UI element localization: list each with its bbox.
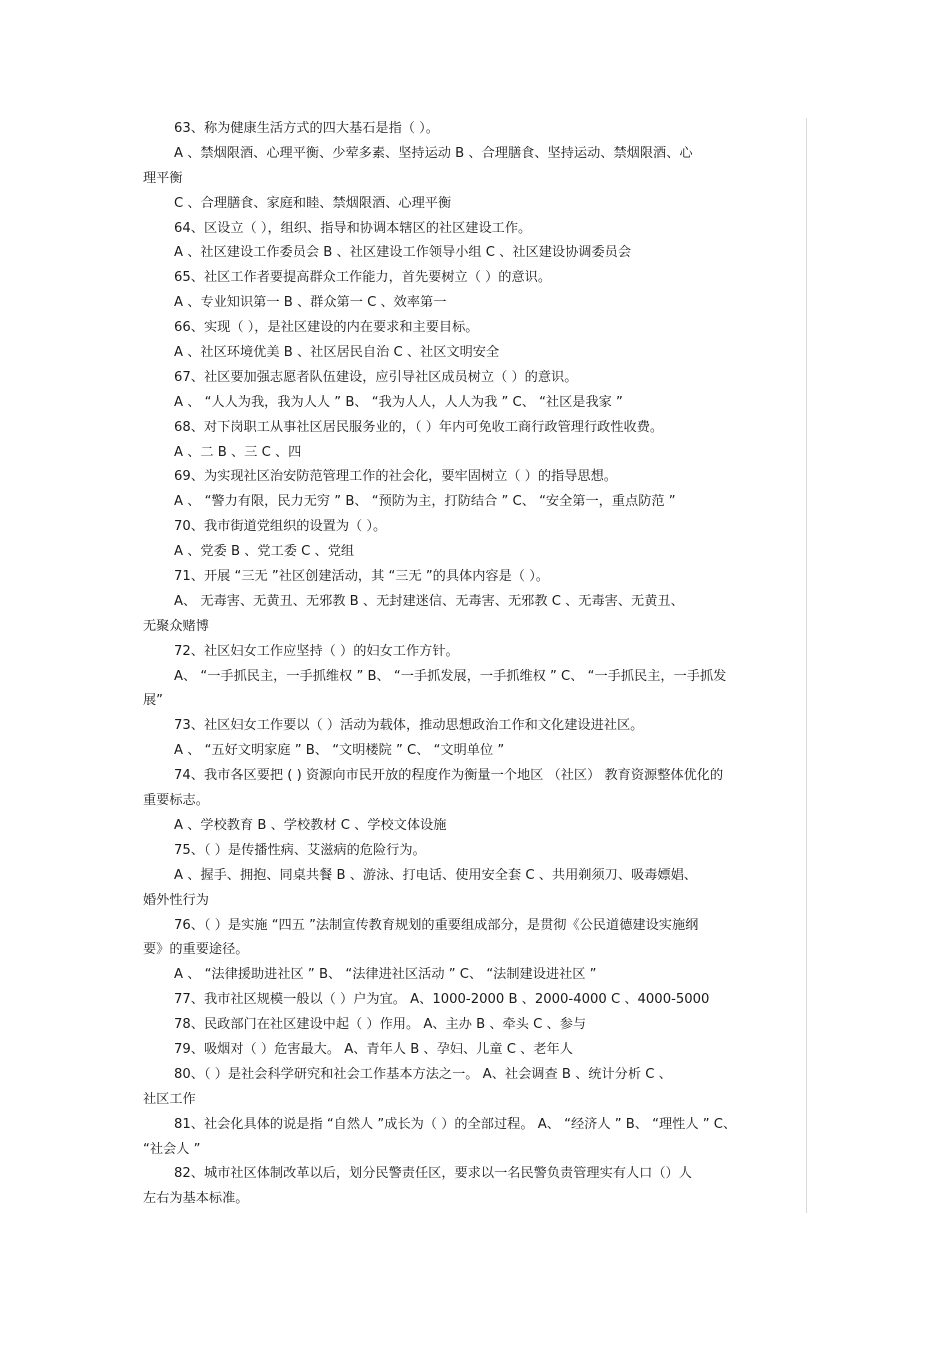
text-line: 79、吸烟对（ ）危害最大。 A、青年人 B 、孕妇、儿童 C 、老年人 [174, 1041, 573, 1057]
text-line: A、 “一手抓民主，一手抓维权 ” B、 “一手抓发展，一手抓维权 ” C、 “一手抓民主，一手抓发 [174, 668, 727, 684]
text-line-continuation: 无聚众赌博 [143, 618, 209, 634]
text-line: 71、开展 “三无 ”社区创建活动，其 “三无 ”的具体内容是（ ）。 [174, 569, 549, 585]
text-line: 66、实现（ ），是社区建设的内在要求和主要目标。 [174, 320, 479, 336]
text-line: A 、握手、拥抱、同桌共餐 B 、游泳、打电话、使用安全套 C 、共用剃须刀、吸毒嫖娼、 [174, 867, 697, 883]
text-line-continuation: 社区工作 [143, 1091, 196, 1107]
text-line-continuation: 展” [143, 693, 164, 709]
text-line-continuation: 重要标志。 [143, 793, 209, 809]
text-line: A 、二 B 、三 C 、四 [174, 444, 302, 460]
text-line: A 、学校教育 B 、学校教材 C 、学校文体设施 [174, 817, 447, 833]
text-line: 70、我市街道党组织的设置为（ ）。 [174, 519, 387, 535]
text-line: C 、合理膳食、家庭和睦、禁烟限酒、心理平衡 [174, 195, 452, 211]
text-line: A 、社区环境优美 B 、社区居民自治 C 、社区文明安全 [174, 345, 500, 361]
text-line: A 、社区建设工作委员会 B 、社区建设工作领导小组 C 、社区建设协调委员会 [174, 245, 632, 261]
text-line: 78、民政部门在社区建设中起（ ）作用。 A、主办 B 、牵头 C 、参与 [174, 1017, 587, 1033]
text-line: 69、为实现社区治安防范管理工作的社会化，要牢固树立（ ）的指导思想。 [174, 469, 617, 485]
text-line: A 、 “法律援助进社区 ” B、 “法律进社区活动 ” C、 “法制建设进社区 ” [174, 967, 597, 983]
text-line: 81、社会化具体的说是指 “自然人 ”成长为（ ）的全部过程。 A、 “经济人 ” B、 “理性人 ” C、 [174, 1116, 737, 1132]
text-line: A、 无毒害、无黄丑、无邪教 B 、无封建迷信、无毒害、无邪教 C 、无毒害、无黄丑、 [174, 593, 684, 609]
text-line: 77、我市社区规模一般以（ ）户为宜。 A、1000-2000 B 、2000-4000 C 、4000-5000 [174, 992, 710, 1008]
text-line: A 、 “五好文明家庭 ” B、 “文明楼院 ” C、 “文明单位 ” [174, 743, 505, 759]
text-line: 74、我市各区要把 ( ) 资源向市民开放的程度作为衡量一个地区 （社区） 教育资源整体优化的 [174, 768, 724, 784]
text-line: 68、对下岗职工从事社区居民服务业的，（ ）年内可免收工商行政管理行政性收费。 [174, 419, 664, 435]
text-line: 75、（ ）是传播性病、艾滋病的危险行为。 [174, 842, 426, 858]
text-line: A 、 “人人为我，我为人人 ” B、 “我为人人，人人为我 ” C、 “社区是我家 ” [174, 394, 623, 410]
text-line: A 、党委 B 、党工委 C 、党组 [174, 544, 355, 560]
text-line-continuation: 理平衡 [143, 170, 183, 186]
text-line: 82、城市社区体制改革以后，划分民警责任区，要求以一名民警负责管理实有人口（）人 [174, 1166, 692, 1182]
text-line: 64、区设立（ ），组织、指导和协调本辖区的社区建设工作。 [174, 220, 532, 236]
text-line: A 、禁烟限酒、心理平衡、少荤多素、坚持运动 B 、合理膳食、坚持运动、禁烟限酒、心 [174, 145, 693, 161]
text-line: 67、社区要加强志愿者队伍建设，应引导社区成员树立（ ）的意识。 [174, 369, 578, 385]
text-line: A 、 “警力有限，民力无穷 ” B、 “预防为主，打防结合 ” C、 “安全第一，重点防范 ” [174, 494, 676, 510]
text-line-continuation: 要》的重要途径。 [143, 942, 249, 958]
text-line: 65、社区工作者要提高群众工作能力，首先要树立（ ）的意识。 [174, 270, 552, 286]
text-line-continuation: “社会人 ” [143, 1141, 201, 1157]
text-line-continuation: 婚外性行为 [143, 892, 209, 908]
question-list [143, 117, 805, 1212]
text-line: 73、社区妇女工作要以（ ）活动为载体，推动思想政治工作和文化建设进社区。 [174, 718, 644, 734]
text-line: 80、（ ）是社会科学研究和社会工作基本方法之一。 A、社会调查 B 、统计分析 C 、 [174, 1066, 672, 1082]
text-line: A 、专业知识第一 B 、群众第一 C 、效率第一 [174, 295, 447, 311]
text-line: 76、（ ）是实施 “四五 ”法制宣传教育规划的重要组成部分，是贯彻《公民道德建设实施纲 [174, 917, 699, 933]
text-line: 72、社区妇女工作应坚持（ ）的妇女工作方针。 [174, 643, 459, 659]
page-edge-rule [806, 118, 807, 1213]
text-line: 63、称为健康生活方式的四大基石是指（ ）。 [174, 121, 439, 136]
text-line-continuation: 左右为基本标准。 [143, 1191, 249, 1207]
